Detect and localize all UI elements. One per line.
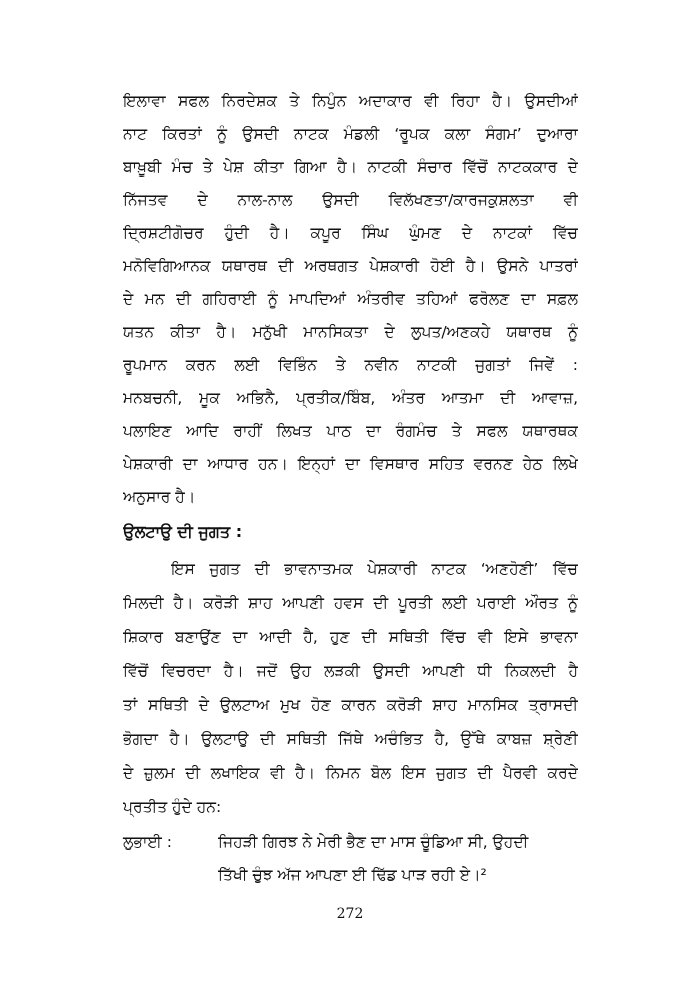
paragraph2-line-6: ਭੋਗਦਾ ਹੈ। ਉਲਟਾਉ ਦੀ ਸਥਿਤੀ ਜਿੱਥੇ ਅਚੰਭਿਤ ਹੈ, ਉੱਥੇ ਕਾਬਜ਼ ਸ਼੍ਰੇਣੀ [123,730,578,748]
paragraph1-line-6: ਮਨੋਵਿਗਿਆਨਕ ਯਥਾਰਥ ਦੀ ਅਰਥਗਤ ਪੇਸ਼ਕਾਰੀ ਹੋਈ ਹੈ। ਉਸਨੇ ਪਾਤਰਾਂ [123,257,578,275]
dialogue-line-2: ਤਿੱਖੀ ਚੁੰਝ ਅੱਜ ਆਪਣਾ ਈ ਢਿੱਡ ਪਾੜ ਰਹੀ ਏ।² [218,866,487,884]
paragraph1-line-13: ਅਨੁਸਾਰ ਹੈ। [123,488,196,506]
paragraph1-line-4: ਨਿੱਜਤਵ ਦੇ ਨਾਲ-ਨਾਲ ਉਸਦੀ ਵਿਲੱਖਣਤਾ/ਕਾਰਜਕੁਸ਼ਲਤਾ ਵੀ [123,191,578,209]
page-number: 272 [336,906,364,922]
paragraph1-line-11: ਪਲਾਇਣ ਆਦਿ ਰਾਹੀਂ ਲਿਖਤ ਪਾਠ ਦਾ ਰੰਗਮੰਚ ਤੇ ਸਫਲ ਯਥਾਰਥਕ [123,422,578,440]
paragraph1-line-2: ਨਾਟ ਕਿਰਤਾਂ ਨੂੰ ਉਸਦੀ ਨਾਟਕ ਮੰਡਲੀ ‘ਰੂਪਕ ਕਲਾ ਸੰਗਮ’ ਦੁਆਰਾ [123,125,578,143]
paragraph1-line-7: ਦੇ ਮਨ ਦੀ ਗਹਿਰਾਈ ਨੂੰ ਮਾਪਦਿਆਂ ਅੰਤਰੀਵ ਤਹਿਆਂ ਫਰੋਲਣ ਦਾ ਸਫ਼ਲ [123,290,578,308]
section-heading: ਉਲਟਾਉ ਦੀ ਜੁਗਤ : [123,522,243,541]
dialogue-speaker: ਲੁਭਾਈ : [123,833,172,851]
paragraph2-line-3: ਸ਼ਿਕਾਰ ਬਣਾਉਂਣ ਦਾ ਆਦੀ ਹੈ, ਹੁਣ ਦੀ ਸਥਿਤੀ ਵਿੱਚ ਵੀ ਇਸੇ ਭਾਵਨਾ [123,628,578,646]
paragraph1-line-10: ਮਨਬਚਨੀ, ਮੂਕ ਅਭਿਨੈ, ਪ੍ਰਤੀਕ/ਬਿੰਬ, ਅੰਤਰ ਆਤਮਾ ਦੀ ਆਵਾਜ਼, [123,389,578,407]
paragraph2-line-2: ਮਿਲਦੀ ਹੈ। ਕਰੋੜੀ ਸ਼ਾਹ ਆਪਣੀ ਹਵਸ ਦੀ ਪੂਰਤੀ ਲਈ ਪਰਾਈ ਔਰਤ ਨੂੰ [123,594,578,612]
paragraph2-line-4: ਵਿੱਚੋਂ ਵਿਚਰਦਾ ਹੈ। ਜਦੋਂ ਉਹ ਲੜਕੀ ਉਸਦੀ ਆਪਣੀ ਧੀ ਨਿਕਲਦੀ ਹੈ [123,662,578,680]
paragraph1-line-12: ਪੇਸ਼ਕਾਰੀ ਦਾ ਆਧਾਰ ਹਨ। ਇਨ੍ਹਾਂ ਦਾ ਵਿਸਥਾਰ ਸਹਿਤ ਵਰਨਣ ਹੇਠ ਲਿਖੇ [123,455,578,473]
paragraph1-line-5: ਦ੍ਰਿਸ਼ਟੀਗੋਚਰ ਹੁੰਦੀ ਹੈ। ਕਪੂਰ ਸਿੰਘ ਘੁੰਮਣ ਦੇ ਨਾਟਕਾਂ ਵਿੱਚ [123,224,578,242]
paragraph2-line-1: ਇਸ ਜੁਗਤ ਦੀ ਭਾਵਨਾਤਮਕ ਪੇਸ਼ਕਾਰੀ ਨਾਟਕ ‘ਅਣਹੋਣੀ’ ਵਿੱਚ [171,560,578,578]
dialogue-line-1: ਜਿਹੜੀ ਗਿਰਝ ਨੇ ਮੇਰੀ ਭੈਣ ਦਾ ਮਾਸ ਚੂੰਡਿਆ ਸੀ, ਉਹਦੀ [218,833,529,851]
paragraph2-line-5: ਤਾਂ ਸਥਿਤੀ ਦੇ ਉਲਟਾਅ ਮੁਖ ਹੋਣ ਕਾਰਨ ਕਰੋੜੀ ਸ਼ਾਹ ਮਾਨਸਿਕ ਤ੍ਰਾਸਦੀ [123,696,578,714]
paragraph2-line-7: ਦੇ ਜ਼ੁਲਮ ਦੀ ਲਖਾਇਕ ਵੀ ਹੈ। ਨਿਮਨ ਬੋਲ ਇਸ ਜੁਗਤ ਦੀ ਪੈਰਵੀ ਕਰਦੇ [123,764,578,782]
paragraph1-line-1: ਇਲਾਵਾ ਸਫਲ ਨਿਰਦੇਸ਼ਕ ਤੇ ਨਿਪੁੰਨ ਅਦਾਕਾਰ ਵੀ ਰਿਹਾ ਹੈ। ਉਸਦੀਆਂ [123,92,578,110]
paragraph1-line-3: ਬਾਖ਼ੂਬੀ ਮੰਚ ਤੇ ਪੇਸ਼ ਕੀਤਾ ਗਿਆ ਹੈ। ਨਾਟਕੀ ਸੰਚਾਰ ਵਿੱਚੋਂ ਨਾਟਕਕਾਰ ਦੇ [123,158,578,176]
paragraph1-line-8: ਯਤਨ ਕੀਤਾ ਹੈ। ਮਨੁੱਖੀ ਮਾਨਸਿਕਤਾ ਦੇ ਲੁਪਤ/ਅਣਕਹੇ ਯਥਾਰਥ ਨੂੰ [123,323,578,341]
paragraph1-line-9: ਰੂਪਮਾਨ ਕਰਨ ਲਈ ਵਿਭਿੰਨ ਤੇ ਨਵੀਨ ਨਾਟਕੀ ਜੁਗਤਾਂ ਜਿਵੇਂ : [123,356,578,374]
paragraph2-line-8: ਪ੍ਰਤੀਤ ਹੁੰਦੇ ਹਨ: [123,798,222,816]
